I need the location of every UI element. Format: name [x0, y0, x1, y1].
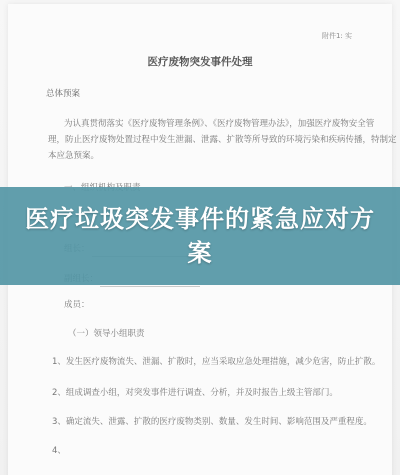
fill-line: [100, 286, 200, 287]
title-banner: [0, 187, 400, 285]
document-heading: 总体预案: [46, 89, 81, 99]
list-item: 2、组成调查小组，对突发事件进行调查、分析，并及时报告上级主管部门。: [52, 388, 338, 398]
document-title: 医疗废物突发事件处理: [147, 56, 253, 68]
member-label: 成员：: [64, 300, 90, 310]
list-item: 1、发生医疗废物流失、泄漏、扩散时，应当采取应急处理措施，减少危害，防止扩散。: [52, 357, 381, 367]
list-item: 4、: [52, 446, 66, 456]
subsection-heading: （一）领导小组职责: [68, 329, 145, 339]
corner-note: 附件1: 实: [321, 32, 352, 40]
paragraph-line-3: 本应急预案。: [48, 151, 100, 161]
paragraph-line-2: 理，防止医疗废物处置过程中发生泄漏、泄露、扩散等所导致的环境污染和疾病传播，特制定: [48, 135, 397, 145]
paragraph-line-1: 为认真贯彻落实《医疗废物管理条例》、《医疗废物管理办法》，加强医疗废物安全管: [64, 119, 375, 129]
list-item: 3、确定流失、泄露、扩散的医疗废物类别、数量、发生时间、影响范围及严重程度。: [52, 417, 372, 427]
banner-title: 医疗垃圾突发事件的紧急应对方案: [25, 205, 375, 267]
